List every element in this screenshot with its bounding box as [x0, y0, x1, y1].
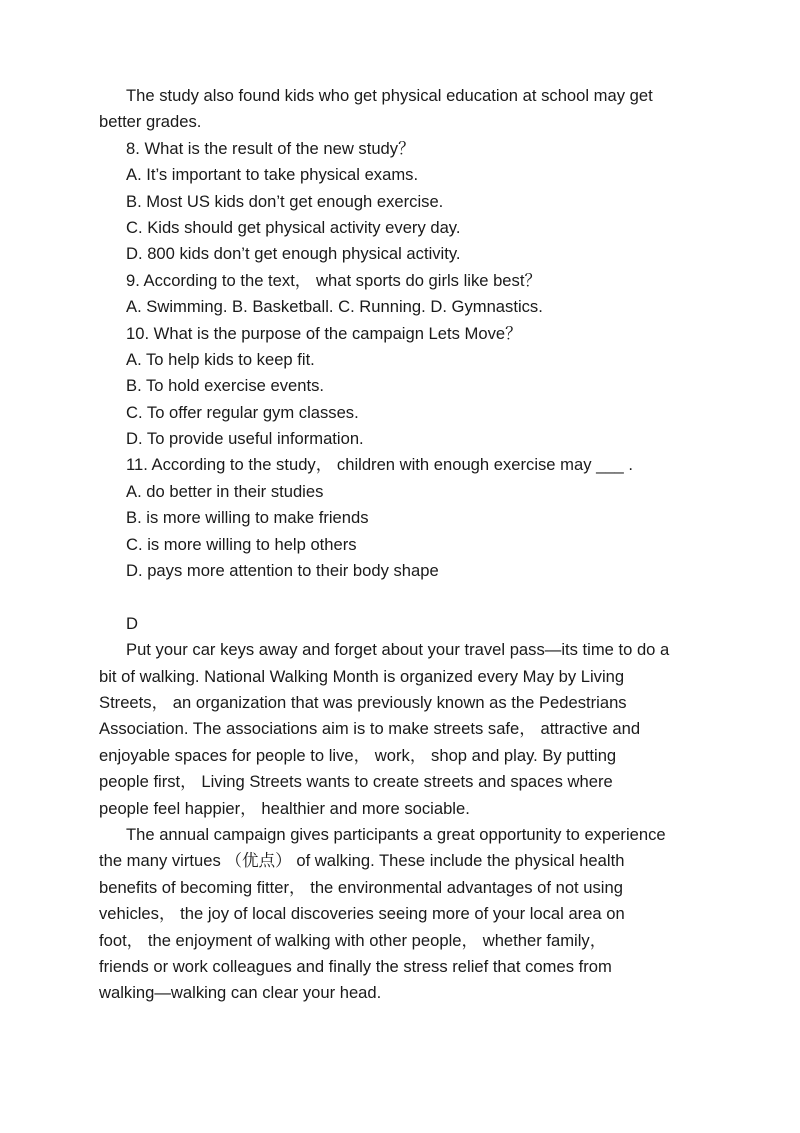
answer-option: B. Most US kids don’t get enough exercise. [126, 191, 444, 211]
text-line: walking—walking can clear your head. [99, 983, 382, 1003]
answer-option: C. is more willing to help others [126, 534, 357, 554]
text-line: friends or work colleagues and finally the stress relief that comes from [99, 956, 612, 976]
text-line: Streets， an organization that was previously known as the Pedestrians [99, 692, 627, 712]
text-line: Put your car keys away and forget about your travel pass—its time to do a [126, 640, 670, 660]
text-line: vehicles， the joy of local discoveries seeing more of your local area on [99, 904, 625, 924]
question-prompt: 10. What is the purpose of the campaign Lets Move？ [126, 323, 522, 343]
answer-option: B. is more willing to make friends [126, 508, 369, 528]
answer-option: A. It’s important to take physical exams. [126, 165, 419, 185]
text-line: foot， the enjoyment of walking with other people， whether family， [99, 930, 607, 950]
answer-option: A. Swimming. B. Basketball. C. Running. D. Gymnastics. [126, 297, 543, 317]
section-heading: D [126, 613, 138, 633]
answer-option: D. 800 kids don’t get enough physical activity. [126, 244, 461, 264]
question-9 [99, 268, 719, 321]
section-spacer [99, 584, 719, 610]
answer-option: A. do better in their studies [126, 481, 324, 501]
text-line: people first， Living Streets wants to create streets and spaces where [99, 772, 613, 792]
text-line: bit of walking. National Walking Month is organized every May by Living [99, 666, 625, 686]
section-d [99, 611, 719, 1007]
section-d-paragraph-1 [99, 637, 719, 822]
text-line: better grades. [99, 112, 202, 132]
text-line: Association. The associations aim is to make streets safe， attractive and [99, 719, 641, 739]
question-prompt: 9. According to the text， what sports do girls like best？ [126, 270, 542, 290]
text-line: people feel happier， healthier and more sociable. [99, 798, 470, 818]
answer-option: C. Kids should get physical activity every day. [126, 217, 461, 237]
answer-option: D. pays more attention to their body shape [126, 561, 439, 581]
question-10 [99, 321, 719, 453]
text-line: the many virtues （优点） of walking. These include the physical health [99, 851, 625, 871]
answer-option: C. To offer regular gym classes. [126, 402, 359, 422]
section-d-paragraph-2 [99, 822, 719, 1007]
intro-paragraph [99, 83, 719, 136]
text-line: The annual campaign gives participants a great opportunity to experience [126, 824, 666, 844]
question-prompt: 11. According to the study， children with enough exercise may ___ . [126, 455, 634, 475]
text-line: benefits of becoming fitter， the environmental advantages of not using [99, 877, 623, 897]
answer-option: D. To provide useful information. [126, 429, 364, 449]
answer-option: B. To hold exercise events. [126, 376, 325, 396]
document-page [99, 83, 719, 1007]
question-11 [99, 452, 719, 584]
question-prompt: 8. What is the result of the new study？ [126, 138, 415, 158]
question-8 [99, 136, 719, 268]
answer-option: A. To help kids to keep fit. [126, 349, 315, 369]
text-line: The study also found kids who get physical education at school may get [126, 86, 653, 105]
text-line: enjoyable spaces for people to live， work， shop and play. By putting [99, 745, 617, 765]
